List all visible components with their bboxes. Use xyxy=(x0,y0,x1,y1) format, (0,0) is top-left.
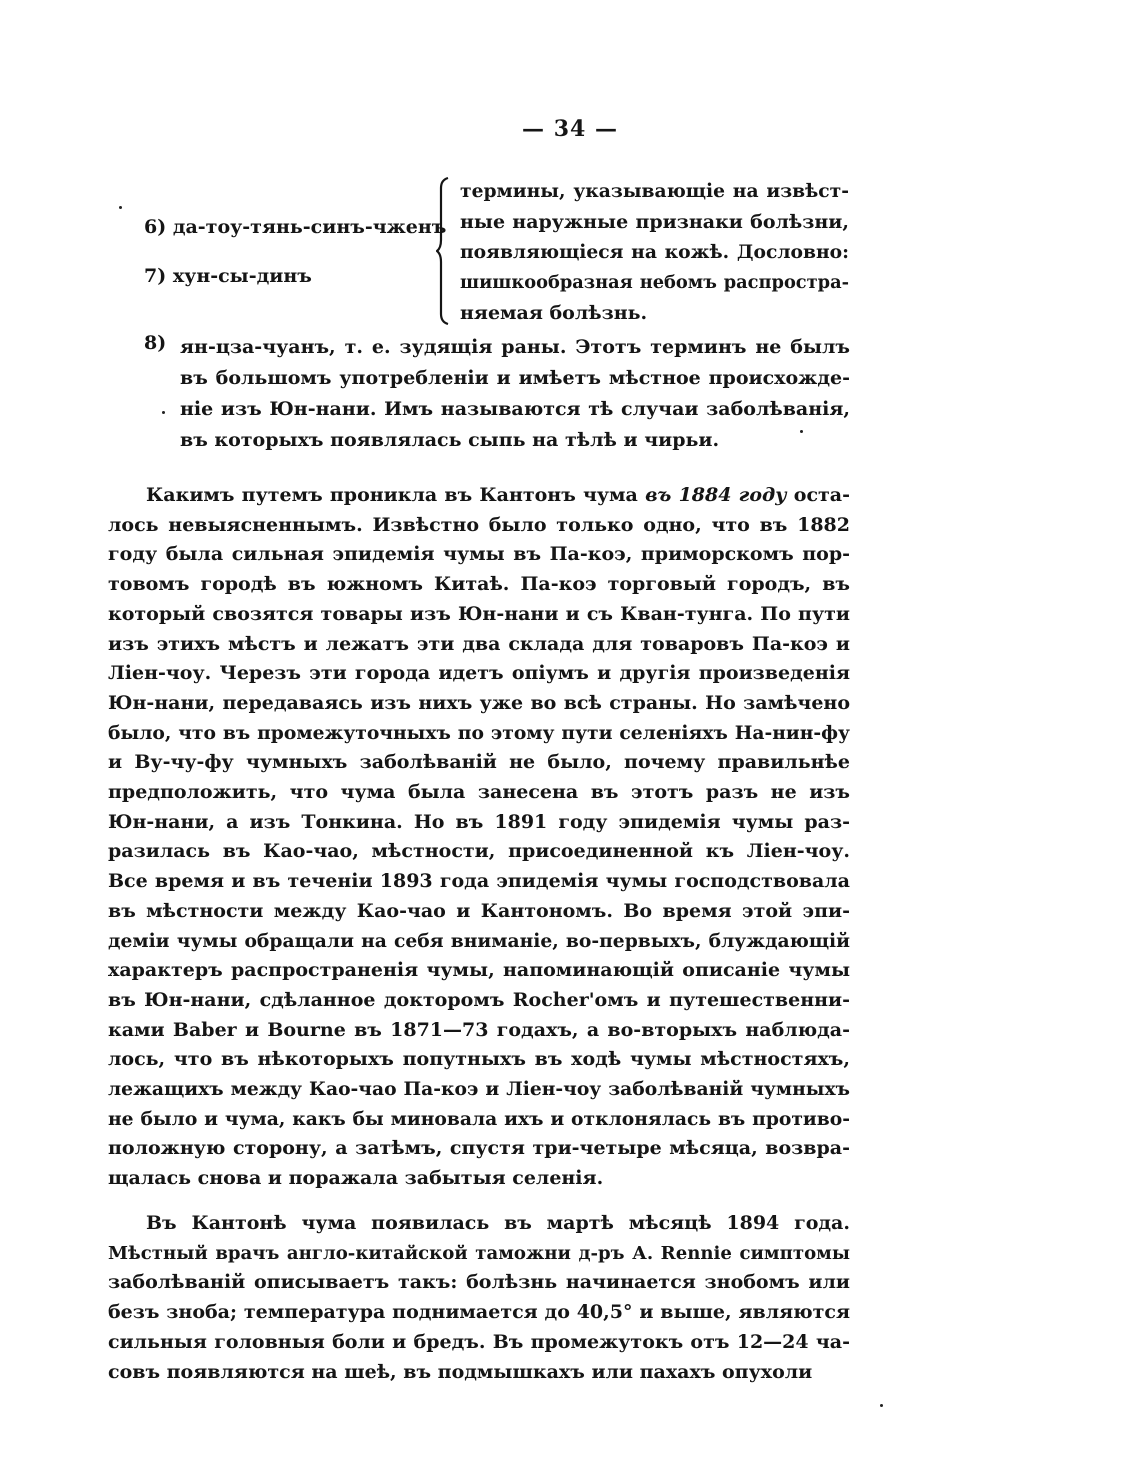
paragraph1-line: было, что въ промежуточныхъ по этому пути селеніяхъ На-нин-фу xyxy=(108,721,850,744)
definition-line: ные наружные признаки болѣзни, xyxy=(460,210,849,233)
paragraph1-line: деміи чумы обращали на себя вниманіе, во-первыхъ, блуждающій xyxy=(108,929,850,952)
print-speck xyxy=(162,411,165,414)
term-8-line: въ большомъ употребленіи и имѣетъ мѣстное происхожде- xyxy=(180,367,850,389)
paragraph1-line: который свозятся товары изъ Юн-нани и съ Кван-тунга. По пути xyxy=(108,602,850,625)
paragraph1-line: году была сильная эпидемія чумы въ Па-коэ, приморскомъ пор- xyxy=(108,543,850,566)
definition-line: появляющіеся на кожѣ. Дословно: xyxy=(460,241,849,263)
term-8-line: ніе изъ Юн-нани. Имъ называются тѣ случаи заболѣванія, xyxy=(180,398,850,420)
paragraph1-line: предположить, что чума была занесена въ этотъ разъ не изъ xyxy=(108,781,850,804)
paragraph1-line: лось, что въ нѣкоторыхъ попутныхъ въ ходѣ чумы мѣстностяхъ, xyxy=(108,1048,850,1071)
paragraph2-line: заболѣваній описываетъ такъ: болѣзнь начинается знобомъ или xyxy=(108,1271,850,1294)
print-speck xyxy=(119,206,122,209)
print-speck xyxy=(800,430,803,433)
emphasized-date: въ 1884 году xyxy=(645,484,787,506)
bracketed-terms xyxy=(144,176,849,326)
bracketed-term-definition xyxy=(460,176,849,329)
print-speck xyxy=(880,1404,883,1407)
paragraph-canton-plague-origin xyxy=(108,481,850,1194)
curly-brace-icon xyxy=(436,176,450,326)
paragraph1-line: въ Юн-нани, сдѣланное докторомъ Rocher'омъ и путешественни- xyxy=(108,988,850,1011)
paragraph-canton-plague-symptoms xyxy=(108,1209,850,1387)
paragraph1-line: щалась снова и поражала забытыя селенія. xyxy=(108,1167,604,1190)
paragraph1-line: въ мѣстности между Као-чао и Кантономъ. Во время этой эпи- xyxy=(108,899,850,922)
paragraph1-line: ками Baber и Bourne въ 1871—73 годахъ, а во-вторыхъ наблюда- xyxy=(108,1018,850,1041)
paragraph1-line: и Ву-чу-фу чумныхъ заболѣваній не было, почему правильнѣе xyxy=(108,751,850,774)
paragraph1-line: Юн-нани, передаваясь изъ нихъ уже во всѣ страны. Но замѣчено xyxy=(108,691,850,714)
paragraph1-line: разилась въ Као-чао, мѣстности, присоединенной къ Ліен-чоу. xyxy=(108,840,850,863)
paragraph2-line: Мѣстный врачъ англо-китайской таможни д-ръ А. Rennie симптомы xyxy=(108,1242,850,1264)
term-8-text xyxy=(180,332,850,456)
paragraph1-line: Юн-нани, а изъ Тонкина. Но въ 1891 году эпидемія чумы раз- xyxy=(108,810,850,833)
paragraph1-line: Какимъ путемъ проникла въ Кантонъ чума въ 1884 году оста- xyxy=(146,484,851,506)
paragraph2-line: безъ зноба; температура поднимается до 40,5° и выше, являются xyxy=(108,1301,850,1324)
term-8-line: въ которыхъ появлялась сыпь на тѣлѣ и чирьи. xyxy=(180,429,720,451)
term-6: 6) да-тоу-тянь-синъ-чженъ xyxy=(144,216,447,238)
paragraph1-line: изъ этихъ мѣстъ и лежатъ эти два склада для товаровъ Па-коэ и xyxy=(108,632,850,655)
definition-line: термины, указывающіе на извѣст- xyxy=(460,180,849,202)
definition-line: няемая болѣзнь. xyxy=(460,302,648,324)
paragraph1-line: Ліен-чоу. Черезъ эти города идетъ опіумъ и другія произведенія xyxy=(108,662,850,685)
paragraph1-line: характеръ распространенія чумы, напоминающій описаніе чумы xyxy=(108,959,850,982)
paragraph1-line: лось невыясненнымъ. Извѣстно было только одно, что въ 1882 xyxy=(108,513,850,536)
paragraph1-line: Все время и въ теченіи 1893 года эпидемія чумы господствовала xyxy=(108,870,850,893)
paragraph2-line: совъ появляются на шеѣ, въ подмышкахъ или пахахъ опухоли xyxy=(108,1360,813,1383)
term-7: 7) хун-сы-динъ xyxy=(144,265,312,287)
paragraph1-line: лежащихъ между Као-чао Па-коэ и Ліен-чоу заболѣваній чумныхъ xyxy=(108,1078,850,1101)
paragraph2-line: сильныя головныя боли и бредъ. Въ промежутокъ отъ 12—24 ча- xyxy=(108,1330,850,1353)
definition-line: шишкообразная небомъ распростра- xyxy=(460,271,849,293)
term-8-line: ян-цза-чуанъ, т. е. зудящія раны. Этотъ терминъ не былъ xyxy=(180,336,850,358)
paragraph1-line: положную сторону, а затѣмъ, спустя три-четыре мѣсяца, возвра- xyxy=(108,1137,850,1160)
paragraph1-line: не было и чума, какъ бы миновала ихъ и отклонялась въ противо- xyxy=(108,1107,850,1130)
paragraph1-line: товомъ городѣ въ южномъ Китаѣ. Па-коэ торговый городъ, въ xyxy=(108,573,850,596)
paragraph2-line: Въ Кантонѣ чума появилась въ мартѣ мѣсяцѣ 1894 года. xyxy=(146,1212,850,1234)
page-number: — 34 — xyxy=(522,116,618,142)
term-8-number: 8) xyxy=(144,332,167,354)
